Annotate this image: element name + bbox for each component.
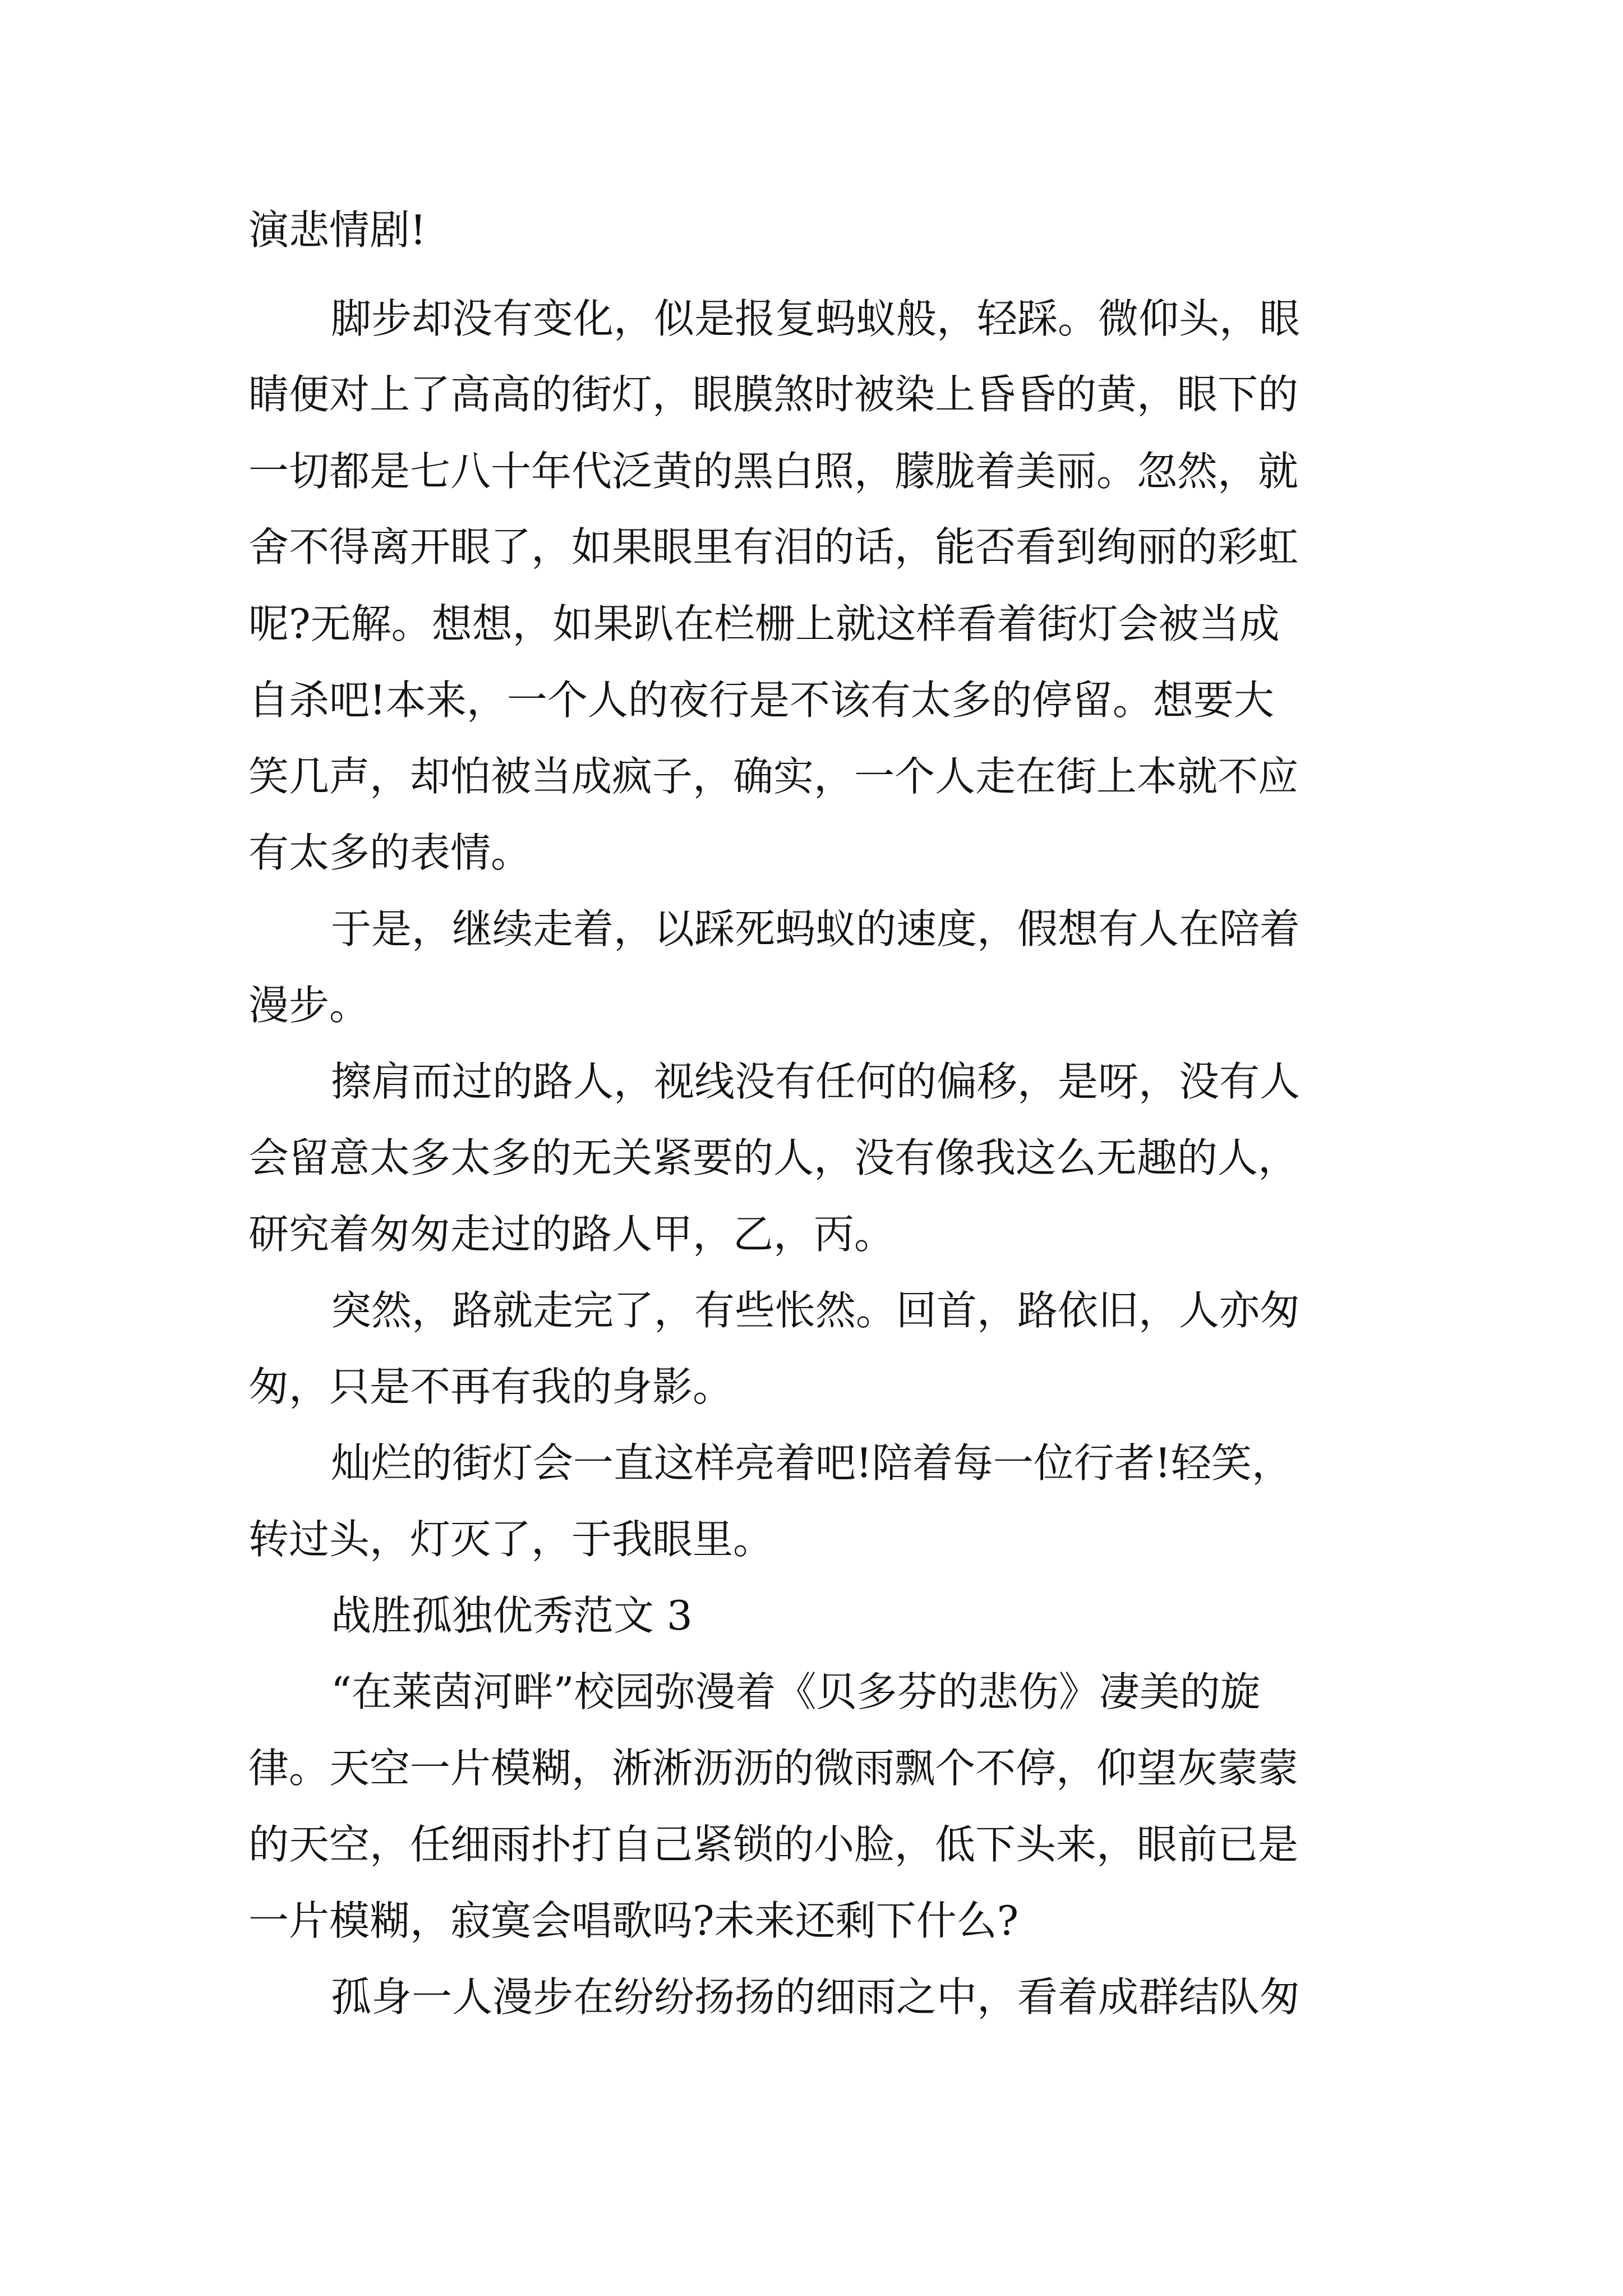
section-heading: 战胜孤独优秀范文 3 — [331, 1592, 693, 1639]
paragraph-start-line: 脚步却没有变化，似是报复蚂蚁般，轻踩。微仰头，眼 — [331, 295, 1301, 342]
paragraph-start-line: 于是，继续走着，以踩死蚂蚁的速度，假想有人在陪着 — [331, 905, 1301, 953]
text-line: 漫步。 — [248, 982, 370, 1029]
text-line: 有太多的表情。 — [248, 829, 532, 876]
text-line: 匆，只是不再有我的身影。 — [248, 1363, 734, 1410]
paragraph-start-line: 灿烂的街灯会一直这样亮着吧!陪着每一位行者!轻笑， — [331, 1439, 1292, 1487]
text-line: 转过头，灯灭了，于我眼里。 — [248, 1516, 774, 1563]
text-line: 呢?无解。想想，如果趴在栏栅上就这样看着街灯会被当成 — [248, 600, 1280, 647]
text-line: 一切都是七八十年代泛黄的黑白照，朦胧着美丽。忽然，就 — [248, 448, 1299, 495]
text-line: 舍不得离开眼了，如果眼里有泪的话，能否看到绚丽的彩虹 — [248, 523, 1299, 570]
text-line: 研究着匆匆走过的路人甲，乙，丙。 — [248, 1211, 895, 1258]
text-line: 睛便对上了高高的街灯，眼膜煞时被染上昏昏的黄，眼下的 — [248, 371, 1299, 418]
text-line: 律。天空一片模糊，淅淅沥沥的微雨飘个不停，仰望灰蒙蒙 — [248, 1745, 1299, 1792]
paragraph-start-line: 突然，路就走完了，有些怅然。回首，路依旧，人亦匆 — [331, 1287, 1301, 1334]
paragraph-start-line: “在莱茵河畔”校园弥漫着《贝多芬的悲伤》凄美的旋 — [331, 1668, 1261, 1715]
text-line: 演悲情剧! — [248, 206, 426, 254]
text-line: 笑几声，却怕被当成疯子，确实，一个人走在街上本就不应 — [248, 753, 1299, 800]
text-line: 一片模糊，寂寞会唱歌吗?未来还剩下什么? — [248, 1897, 1019, 1944]
text-line: 自杀吧!本来，一个人的夜行是不该有太多的停留。想要大 — [248, 677, 1274, 724]
paragraph-start-line: 擦肩而过的路人，视线没有任何的偏移，是呀，没有人 — [331, 1058, 1301, 1105]
text-line: 会留意太多太多的无关紧要的人，没有像我这么无趣的人， — [248, 1134, 1299, 1181]
text-line: 的天空，任细雨扑打自己紧锁的小脸，低下头来，眼前已是 — [248, 1821, 1299, 1868]
paragraph-start-line: 孤身一人漫步在纷纷扬扬的细雨之中，看着成群结队匆 — [331, 1973, 1301, 2021]
